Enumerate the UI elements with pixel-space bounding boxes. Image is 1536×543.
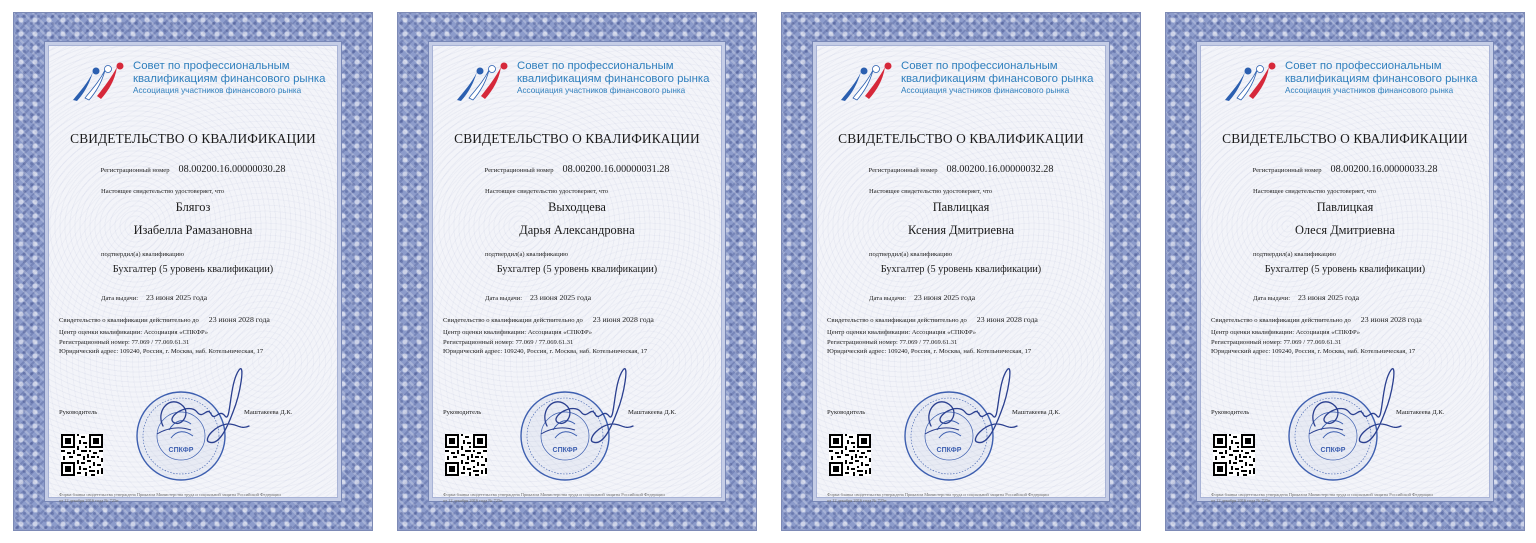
center-registration: Регистрационный номер: 77.069 / 77.069.61.31 bbox=[1211, 338, 1342, 346]
qr-code-icon bbox=[1213, 434, 1255, 476]
legal-footnote bbox=[59, 492, 281, 504]
spkfr-logo bbox=[839, 58, 1139, 108]
validity-line bbox=[827, 309, 1038, 327]
qualification-name: Бухгалтер (5 уровень квалификации) bbox=[1264, 264, 1426, 275]
head-label: Руководитель bbox=[443, 409, 482, 416]
logo-line-2: квалификациям финансового рынка bbox=[133, 72, 326, 85]
confirmed-label: подтвердил(а) квалификацию bbox=[1253, 251, 1337, 258]
issue-date-value: 23 июня 2025 года bbox=[1298, 293, 1360, 302]
validity-line bbox=[1211, 309, 1422, 327]
attest-label: Настоящее свидетельство удостоверяет, что bbox=[869, 188, 993, 195]
certificate-title: СВИДЕТЕЛЬСТВО О КВАЛИФИКАЦИИ bbox=[70, 131, 316, 146]
certificate-body bbox=[1200, 45, 1490, 503]
footnote-line-1: Форма бланка свидетельства утверждена Приказом Министерства труда и социальной защиты Российской Федерации bbox=[1211, 492, 1433, 497]
head-name: Маштакеева Д.К. bbox=[1396, 409, 1445, 416]
footnote-line-1: Форма бланка свидетельства утверждена Приказом Министерства труда и социальной защиты Российской Федерации bbox=[59, 492, 281, 497]
certificate-body bbox=[48, 45, 338, 503]
registration-number: 08.00200.16.00000033.28 bbox=[1330, 164, 1438, 175]
spkfr-logo bbox=[71, 58, 371, 108]
certificate-title: СВИДЕТЕЛЬСТВО О КВАЛИФИКАЦИИ bbox=[1222, 131, 1468, 146]
registration-label: Регистрационный номер bbox=[100, 167, 170, 174]
validity-label: Свидетельство о квалификации действительно до bbox=[827, 317, 967, 324]
assessment-center-info bbox=[59, 328, 263, 357]
issue-date-line bbox=[101, 287, 207, 305]
holder-surname: Выходцева bbox=[548, 200, 606, 214]
registration-label: Регистрационный номер bbox=[1252, 167, 1322, 174]
issue-date-value: 23 июня 2025 года bbox=[530, 293, 592, 302]
attest-label: Настоящее свидетельство удостоверяет, что bbox=[101, 188, 225, 195]
logo-line-3: Ассоциация участников финансового рынка bbox=[517, 86, 686, 95]
head-name: Маштакеева Д.К. bbox=[1012, 409, 1061, 416]
issue-date-label: Дата выдачи: bbox=[1253, 295, 1291, 302]
legal-footnote bbox=[827, 492, 1049, 504]
legal-footnote bbox=[443, 492, 665, 504]
stamp-text: СПКФР bbox=[552, 447, 578, 454]
logo-line-1: Совет по профессиональным bbox=[901, 60, 1058, 72]
certificate-title: СВИДЕТЕЛЬСТВО О КВАЛИФИКАЦИИ bbox=[454, 131, 700, 146]
logo-line-1: Совет по профессиональным bbox=[517, 60, 674, 72]
validity-label: Свидетельство о квалификации действительно до bbox=[443, 317, 583, 324]
logo-text bbox=[133, 60, 325, 96]
confirmed-label: подтвердил(а) квалификацию bbox=[869, 251, 953, 258]
validity-date: 23 июня 2028 года bbox=[1360, 315, 1422, 324]
figures-logo-icon bbox=[455, 62, 511, 102]
registration-line bbox=[433, 159, 721, 177]
certificate-card bbox=[397, 12, 757, 531]
head-name: Маштакеева Д.К. bbox=[244, 409, 293, 416]
issue-date-value: 23 июня 2025 года bbox=[146, 293, 208, 302]
figures-logo-icon bbox=[1223, 62, 1279, 102]
assessment-center-info bbox=[827, 328, 1031, 357]
footnote-line-1: Форма бланка свидетельства утверждена Приказом Министерства труда и социальной защиты Российской Федерации bbox=[443, 492, 665, 497]
center-registration: Регистрационный номер: 77.069 / 77.069.61.31 bbox=[443, 338, 574, 346]
center-address: Юридический адрес: 109240, Россия, г. Москва, наб. Котельническая, 17 bbox=[827, 348, 1032, 356]
footnote-line-2: от 12 декабря 2016 года № 725н bbox=[827, 498, 887, 503]
center-registration: Регистрационный номер: 77.069 / 77.069.61.31 bbox=[59, 338, 190, 346]
head-label: Руководитель bbox=[1211, 409, 1250, 416]
validity-date: 23 июня 2028 года bbox=[208, 315, 270, 324]
certificate-body bbox=[432, 45, 722, 503]
issue-date-label: Дата выдачи: bbox=[869, 295, 907, 302]
issue-date-line bbox=[869, 287, 975, 305]
logo-line-2: квалификациям финансового рынка bbox=[901, 72, 1094, 85]
registration-number: 08.00200.16.00000032.28 bbox=[946, 164, 1054, 175]
issue-date-label: Дата выдачи: bbox=[485, 295, 523, 302]
logo-line-3: Ассоциация участников финансового рынка bbox=[1285, 86, 1454, 95]
center-name: Центр оценки квалификации: Ассоциация «СПКФР» bbox=[827, 329, 977, 336]
stamp-text: СПКФР bbox=[1320, 447, 1346, 454]
figures-logo-icon bbox=[71, 62, 127, 102]
attest-label: Настоящее свидетельство удостоверяет, что bbox=[1253, 188, 1377, 195]
certificate-card bbox=[1165, 12, 1525, 531]
holder-surname: Блягоз bbox=[175, 200, 211, 214]
qualification-name: Бухгалтер (5 уровень квалификации) bbox=[496, 264, 658, 275]
validity-label: Свидетельство о квалификации действительно до bbox=[59, 317, 199, 324]
qr-code-icon bbox=[61, 434, 103, 476]
head-name: Маштакеева Д.К. bbox=[628, 409, 677, 416]
logo-text bbox=[1285, 60, 1477, 96]
center-address: Юридический адрес: 109240, Россия, г. Москва, наб. Котельническая, 17 bbox=[59, 348, 264, 356]
certificate-card bbox=[13, 12, 373, 531]
certificate-body bbox=[816, 45, 1106, 503]
head-label: Руководитель bbox=[59, 409, 98, 416]
logo-line-2: квалификациям финансового рынка bbox=[1285, 72, 1478, 85]
issue-date-value: 23 июня 2025 года bbox=[914, 293, 976, 302]
registration-label: Регистрационный номер bbox=[868, 167, 938, 174]
registration-label: Регистрационный номер bbox=[484, 167, 554, 174]
footnote-line-2: от 12 декабря 2016 года № 725н bbox=[1211, 498, 1271, 503]
figures-logo-icon bbox=[839, 62, 895, 102]
attest-label: Настоящее свидетельство удостоверяет, что bbox=[485, 188, 609, 195]
certificate-card bbox=[781, 12, 1141, 531]
center-address: Юридический адрес: 109240, Россия, г. Москва, наб. Котельническая, 17 bbox=[1211, 348, 1416, 356]
logo-line-3: Ассоциация участников финансового рынка bbox=[133, 86, 302, 95]
legal-footnote bbox=[1211, 492, 1433, 504]
center-name: Центр оценки квалификации: Ассоциация «СПКФР» bbox=[443, 329, 593, 336]
qualification-name: Бухгалтер (5 уровень квалификации) bbox=[112, 264, 274, 275]
issue-date-line bbox=[1253, 287, 1359, 305]
confirmed-label: подтвердил(а) квалификацию bbox=[101, 251, 185, 258]
logo-line-3: Ассоциация участников финансового рынка bbox=[901, 86, 1070, 95]
holder-surname: Павлицкая bbox=[932, 200, 990, 214]
issue-date-line bbox=[485, 287, 591, 305]
holder-given-name: Изабелла Рамазановна bbox=[133, 223, 253, 237]
holder-given-name: Дарья Александровна bbox=[519, 223, 635, 237]
validity-date: 23 июня 2028 года bbox=[976, 315, 1038, 324]
holder-surname: Павлицкая bbox=[1316, 200, 1374, 214]
center-name: Центр оценки квалификации: Ассоциация «СПКФР» bbox=[1211, 329, 1361, 336]
center-address: Юридический адрес: 109240, Россия, г. Москва, наб. Котельническая, 17 bbox=[443, 348, 648, 356]
holder-given-name: Ксения Дмитриевна bbox=[908, 223, 1014, 237]
center-name: Центр оценки квалификации: Ассоциация «СПКФР» bbox=[59, 329, 209, 336]
center-registration: Регистрационный номер: 77.069 / 77.069.61.31 bbox=[827, 338, 958, 346]
confirmed-label: подтвердил(а) квалификацию bbox=[485, 251, 569, 258]
stamp-text: СПКФР bbox=[936, 447, 962, 454]
registration-line bbox=[49, 159, 337, 177]
logo-text bbox=[901, 60, 1093, 96]
spkfr-logo bbox=[1223, 58, 1523, 108]
head-label: Руководитель bbox=[827, 409, 866, 416]
registration-number: 08.00200.16.00000030.28 bbox=[178, 164, 286, 175]
footnote-line-2: от 12 декабря 2016 года № 725н bbox=[443, 498, 503, 503]
issue-date-label: Дата выдачи: bbox=[101, 295, 139, 302]
logo-line-2: квалификациям финансового рынка bbox=[517, 72, 710, 85]
validity-date: 23 июня 2028 года bbox=[592, 315, 654, 324]
stamp-text: СПКФР bbox=[168, 447, 194, 454]
footnote-line-1: Форма бланка свидетельства утверждена Приказом Министерства труда и социальной защиты Российской Федерации bbox=[827, 492, 1049, 497]
validity-line bbox=[443, 309, 654, 327]
certificate-title: СВИДЕТЕЛЬСТВО О КВАЛИФИКАЦИИ bbox=[838, 131, 1084, 146]
qr-code-icon bbox=[445, 434, 487, 476]
qr-code-icon bbox=[829, 434, 871, 476]
registration-line bbox=[1201, 159, 1489, 177]
holder-given-name: Олеся Дмитриевна bbox=[1294, 223, 1396, 237]
registration-number: 08.00200.16.00000031.28 bbox=[562, 164, 670, 175]
logo-text bbox=[517, 60, 709, 96]
validity-line bbox=[59, 309, 270, 327]
footnote-line-2: от 12 декабря 2016 года № 725н bbox=[59, 498, 119, 503]
logo-line-1: Совет по профессиональным bbox=[1285, 60, 1442, 72]
registration-line bbox=[817, 159, 1105, 177]
assessment-center-info bbox=[1211, 328, 1415, 357]
logo-line-1: Совет по профессиональным bbox=[133, 60, 290, 72]
validity-label: Свидетельство о квалификации действительно до bbox=[1211, 317, 1351, 324]
spkfr-logo bbox=[455, 58, 755, 108]
assessment-center-info bbox=[443, 328, 647, 357]
qualification-name: Бухгалтер (5 уровень квалификации) bbox=[880, 264, 1042, 275]
